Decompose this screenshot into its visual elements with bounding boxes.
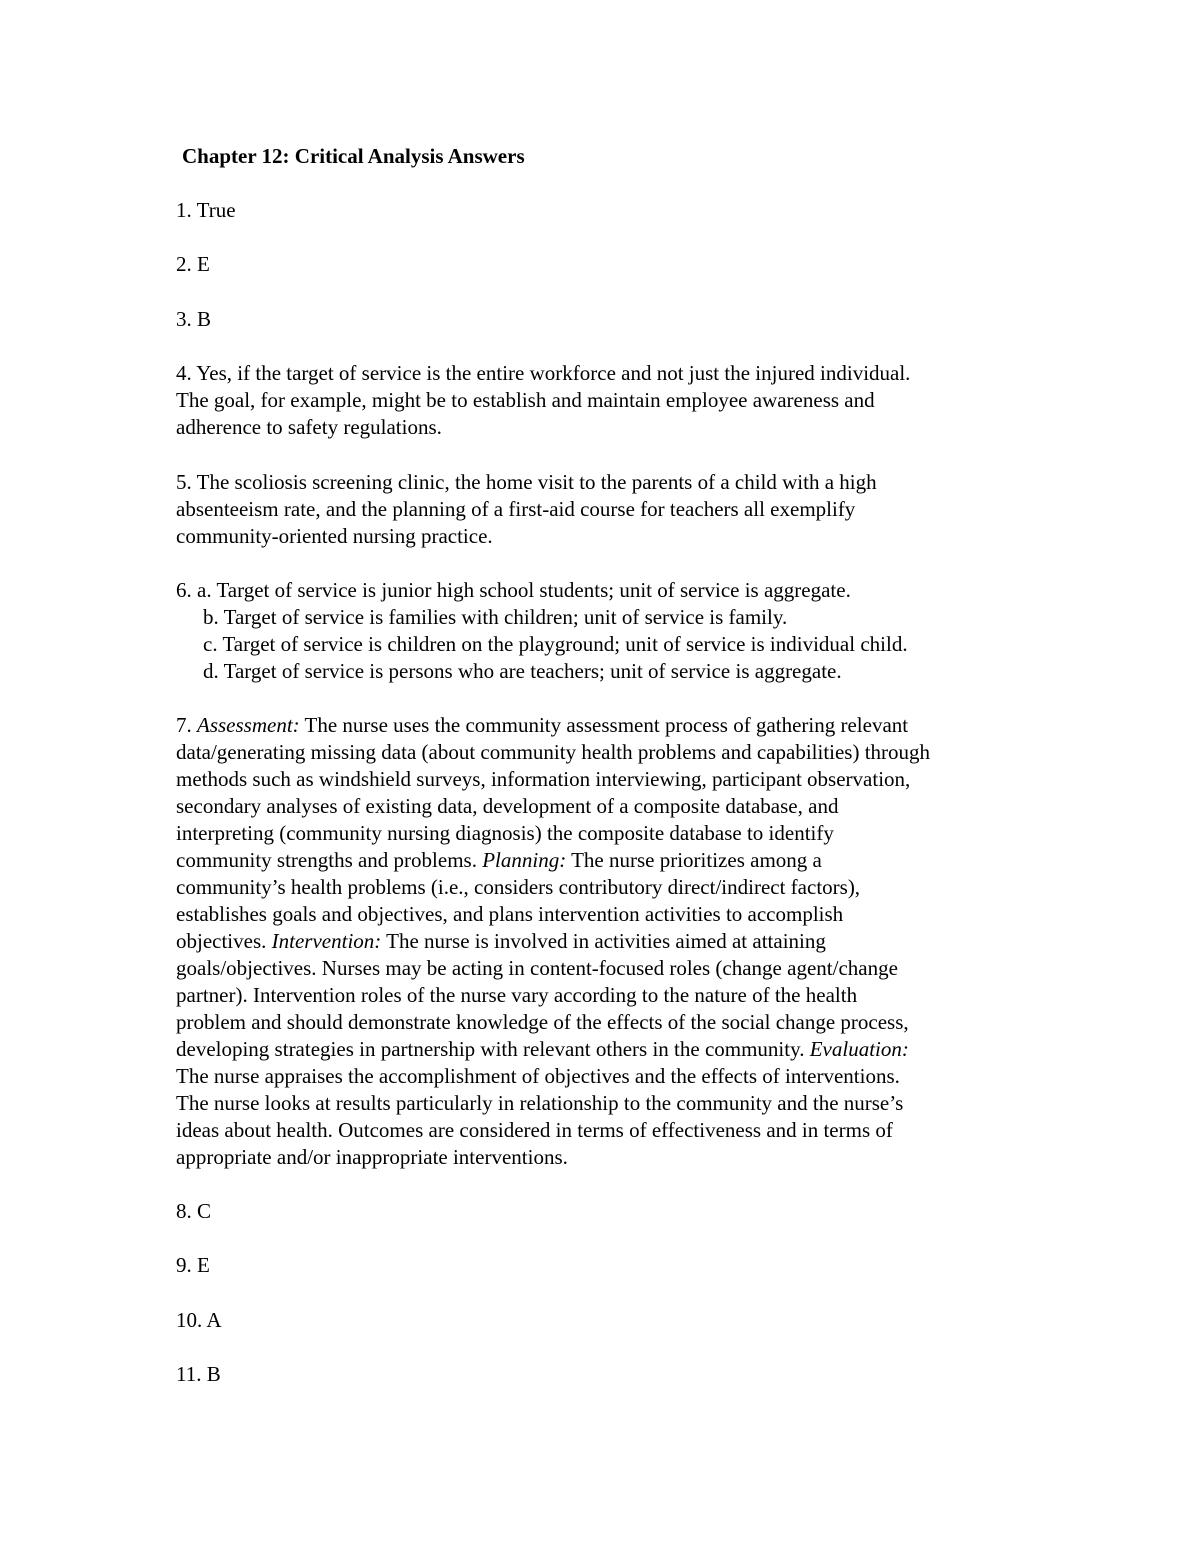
- page-title: Chapter 12: Critical Analysis Answers: [182, 144, 525, 168]
- answer-7-line: appropriate and/or inappropriate interventions.: [176, 1145, 568, 1169]
- answer-7-text: objectives.: [176, 929, 267, 953]
- answer-7-text: community strengths and problems.: [176, 848, 477, 872]
- answer-6-line: c. Target of service is children on the playground; unit of service is individual child.: [203, 632, 908, 656]
- answer-10-text: 10. A: [176, 1308, 222, 1332]
- answer-7-line: interpreting (community nursing diagnosis) the composite database to identify: [176, 821, 834, 845]
- answer-7-line: community’s health problems (i.e., considers contributory direct/indirect factors),: [176, 875, 861, 899]
- answer-7-line: [176, 712, 1056, 739]
- assessment-label: Assessment:: [197, 713, 300, 737]
- answer-3-text: 3. B: [176, 307, 212, 331]
- answer-7-text: developing strategies in partnership with relevant others in the community.: [176, 1037, 805, 1061]
- answer-6-line: b. Target of service is families with children; unit of service is family.: [203, 605, 788, 629]
- answer-3: [176, 306, 1056, 333]
- answer-8: [176, 1198, 1056, 1225]
- answer-1-text: 1. True: [176, 198, 236, 222]
- answer-4-line: The goal, for example, might be to establish and maintain employee awareness and: [176, 388, 875, 412]
- answer-2-text: 2. E: [176, 252, 210, 276]
- answer-7-line: The nurse looks at results particularly in relationship to the community and the nurse’s: [176, 1091, 904, 1115]
- answer-7-line: partner). Intervention roles of the nurse vary according to the nature of the health: [176, 983, 858, 1007]
- answer-7-line: methods such as windshield surveys, information interviewing, participant observation,: [176, 767, 911, 791]
- answer-7-line: problem and should demonstrate knowledge of the effects of the social change process,: [176, 1010, 909, 1034]
- answer-7-text: The nurse is involved in activities aimed at attaining: [386, 929, 826, 953]
- answer-7-text: The nurse uses the community assessment process of gathering relevant: [304, 713, 909, 737]
- answer-5: [176, 469, 1056, 550]
- answer-11-text: 11. B: [176, 1362, 221, 1386]
- answer-6-line: 6. a. Target of service is junior high school students; unit of service is aggregate.: [176, 578, 851, 602]
- answer-7-line: The nurse appraises the accomplishment of objectives and the effects of interventions.: [176, 1064, 900, 1088]
- answer-7-line: data/generating missing data (about community health problems and capabilities) through: [176, 740, 931, 764]
- answer-7-line: establishes goals and objectives, and plans intervention activities to accomplish: [176, 902, 844, 926]
- answer-8-text: 8. C: [176, 1199, 212, 1223]
- intervention-label: Intervention:: [271, 929, 382, 953]
- answer-6: [176, 577, 1056, 685]
- answer-7: [176, 712, 1056, 1171]
- answer-5-line: 5. The scoliosis screening clinic, the home visit to the parents of a child with a high: [176, 470, 877, 494]
- answer-7-line: [176, 1036, 1056, 1063]
- evaluation-label: Evaluation:: [809, 1037, 909, 1061]
- answer-7-number: 7.: [176, 713, 192, 737]
- planning-label: Planning:: [482, 848, 567, 872]
- answer-2: [176, 251, 1056, 278]
- answer-11: [176, 1361, 1056, 1388]
- answer-7-line: goals/objectives. Nurses may be acting in content-focused roles (change agent/change: [176, 956, 898, 980]
- answer-5-line: community-oriented nursing practice.: [176, 524, 493, 548]
- answer-9: [176, 1252, 1056, 1279]
- answer-1: [176, 197, 1056, 224]
- answer-7-line: [176, 928, 1056, 955]
- answer-4: [176, 360, 1056, 441]
- answer-7-line: secondary analyses of existing data, development of a composite database, and: [176, 794, 839, 818]
- answer-9-text: 9. E: [176, 1253, 210, 1277]
- answer-5-line: absenteeism rate, and the planning of a first-aid course for teachers all exemplify: [176, 497, 856, 521]
- answer-7-line: ideas about health. Outcomes are considered in terms of effectiveness and in terms of: [176, 1118, 893, 1142]
- answer-7-text: The nurse prioritizes among a: [571, 848, 822, 872]
- answer-4-line: 4. Yes, if the target of service is the entire workforce and not just the injured individual.: [176, 361, 911, 385]
- answer-7-line: [176, 847, 1056, 874]
- answer-6-line: d. Target of service is persons who are teachers; unit of service is aggregate.: [203, 659, 842, 683]
- answer-4-line: adherence to safety regulations.: [176, 415, 442, 439]
- answer-10: [176, 1307, 1056, 1334]
